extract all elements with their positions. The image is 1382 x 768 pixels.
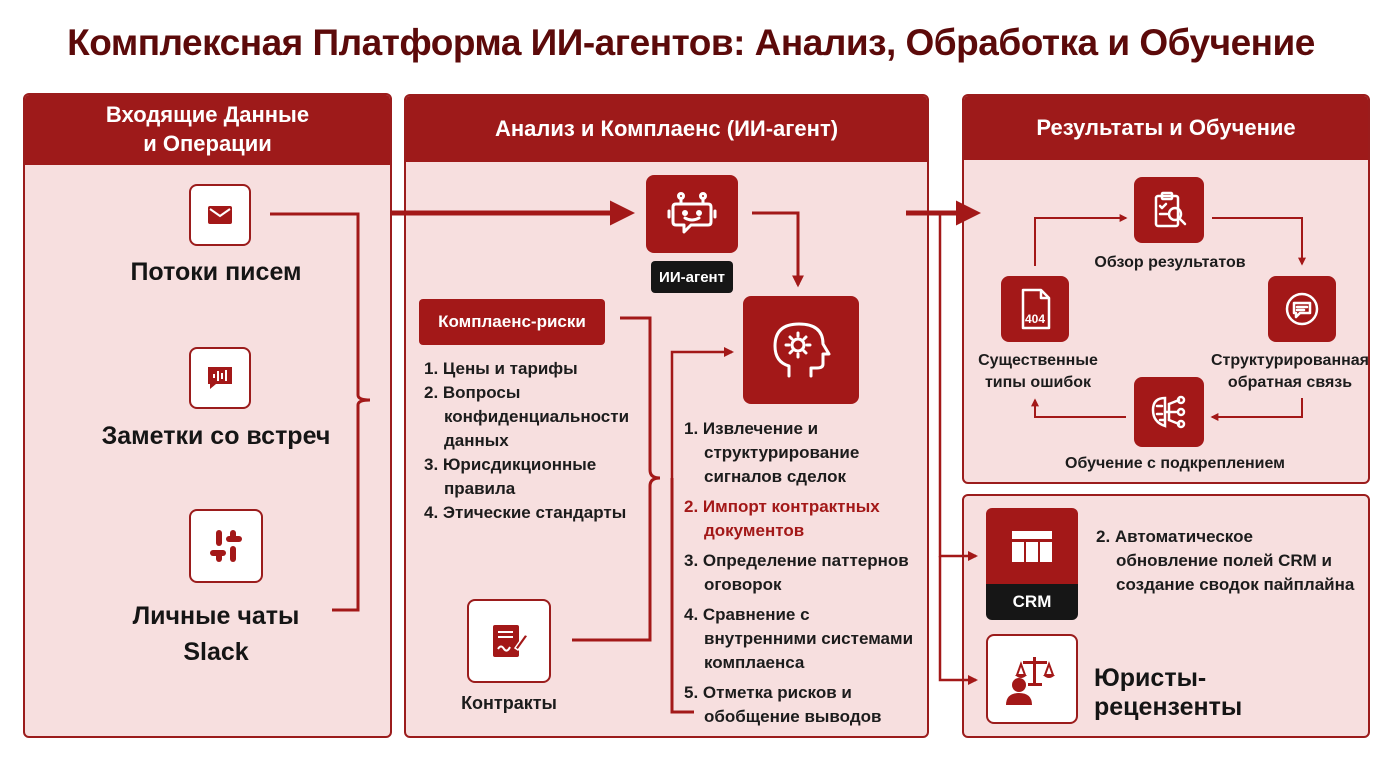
compliance-risks-list bbox=[424, 357, 649, 525]
crm-description-line3: создание сводок пайплайна bbox=[1116, 575, 1355, 594]
slack-label bbox=[40, 598, 392, 670]
crm-description-line1: 2. Автоматическое bbox=[1096, 527, 1253, 546]
analysis-step: 4. Сравнение с внутренними системами комплаенса bbox=[684, 605, 914, 672]
slack-source-node[interactable] bbox=[189, 509, 263, 583]
analysis-step: 1. Извлечение и структурирование сигналов сделок bbox=[684, 419, 860, 486]
error-code-text: 404 bbox=[1024, 312, 1046, 326]
lawyer-scales-icon bbox=[1003, 653, 1061, 705]
feedback-label-line1: Структурированная bbox=[1210, 352, 1370, 369]
email-source-label: Потоки писем bbox=[130, 258, 302, 286]
compliance-risks-title: Комплаенс-риски bbox=[419, 299, 605, 345]
page-title: Комплексная Платформа ИИ-агентов: Анализ, Обработка и Обучение bbox=[67, 22, 1315, 63]
meeting-notes-source-node[interactable] bbox=[189, 347, 251, 409]
ai-agent-label: ИИ-агент bbox=[651, 261, 733, 293]
analysis-header: Анализ и Комплаенс (ИИ-агент) bbox=[406, 96, 927, 162]
analysis-step-highlighted: 2. Импорт контрактных документов bbox=[684, 497, 880, 540]
incoming-data-header-line2: и Операции bbox=[143, 131, 272, 156]
contracts-label: Контракты bbox=[461, 693, 557, 713]
crm-label: CRM bbox=[986, 584, 1078, 620]
mail-icon bbox=[207, 205, 233, 225]
results-header: Результаты и Обучение bbox=[964, 96, 1368, 160]
robot-icon bbox=[667, 189, 717, 239]
review-node[interactable] bbox=[1134, 177, 1204, 243]
ai-agent-node[interactable] bbox=[646, 175, 738, 253]
compliance-item: 2. Вопросы конфиденциальности данных bbox=[424, 383, 630, 450]
crm-node[interactable] bbox=[986, 508, 1078, 586]
reinforcement-node[interactable] bbox=[1134, 377, 1204, 447]
incoming-data-header bbox=[25, 95, 390, 165]
analysis-step: 5. Отметка рисков и обобщение выводов bbox=[684, 683, 882, 726]
feedback-icon bbox=[1282, 289, 1322, 329]
error-types-label-line1: Существенные bbox=[978, 352, 1098, 369]
slack-label-line1: Личные чаты bbox=[132, 602, 300, 630]
lawyers-label: Юристы-рецензенты bbox=[1094, 664, 1243, 721]
error-types-label-line2: типы ошибок bbox=[984, 374, 1092, 391]
slack-icon bbox=[208, 528, 244, 564]
crm-description bbox=[1096, 525, 1366, 597]
voice-note-icon bbox=[206, 365, 234, 391]
brain-gear-icon bbox=[767, 318, 835, 382]
compliance-item: 4. Этические стандарты bbox=[424, 503, 627, 522]
compliance-item: 1. Цены и тарифы bbox=[424, 359, 578, 378]
meeting-notes-label: Заметки со встреч bbox=[101, 422, 331, 450]
feedback-label-line2: обратная связь bbox=[1227, 374, 1353, 391]
cognitive-analysis-node[interactable] bbox=[743, 296, 859, 404]
analysis-step: 3. Определение паттернов оговорок bbox=[684, 551, 909, 594]
neural-network-icon bbox=[1147, 390, 1191, 434]
crm-table-icon bbox=[1008, 527, 1056, 567]
feedback-node[interactable] bbox=[1268, 276, 1336, 342]
email-source-node[interactable] bbox=[189, 184, 251, 246]
analysis-steps-list bbox=[684, 417, 924, 729]
crm-description-line2: обновление полей CRM и bbox=[1116, 551, 1333, 570]
contract-sign-icon bbox=[489, 621, 529, 661]
contracts-node[interactable] bbox=[467, 599, 551, 683]
reinforcement-label: Обучение с подкреплением bbox=[1065, 455, 1285, 472]
lawyers-node[interactable] bbox=[986, 634, 1078, 724]
incoming-data-header-line1: Входящие Данные bbox=[105, 102, 310, 128]
feedback-label bbox=[1200, 350, 1380, 394]
review-label: Обзор результатов bbox=[1094, 254, 1246, 271]
compliance-item: 3. Юрисдикционные правила bbox=[424, 455, 597, 498]
clipboard-review-icon bbox=[1149, 190, 1189, 230]
slack-label-line2: Slack bbox=[183, 638, 249, 666]
error-types-node[interactable] bbox=[1001, 276, 1069, 342]
error-types-label bbox=[965, 350, 1111, 394]
